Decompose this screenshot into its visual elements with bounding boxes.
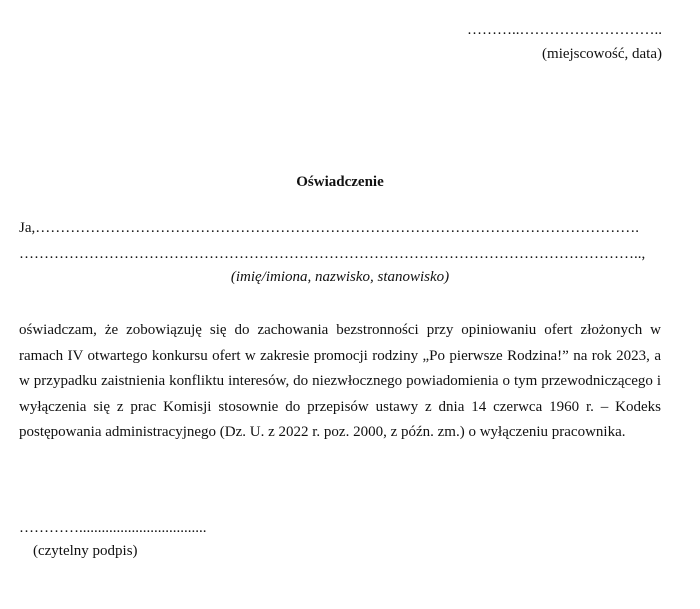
- declaration-body: oświadczam, że zobowiązuję się do zachowania bezstronności przy opiniowaniu ofert złożonych w ramach IV otwartego konkursu ofert w zakresie promocji rodziny „Po pierwsze Rodzina!” na rok 2023, a w przypadku zaistnienia konfliktu interesów, do niezwłocznego powiadomienia o tym przewodniczącego i wyłączenia się z prac Komisji stosownie do przepisów ustawy z dnia 14 czerwca 1960 r. – Kodeks postępowania administracyjnego (Dz. U. z 2022 r. poz. 2000, z późn. zm.) o wyłączeniu pracownika.: [19, 322, 661, 440]
- declarant-label: (imię/imiona, nazwisko, stanowisko): [230, 269, 450, 285]
- declarant-name-field: Ja,………………………………………………………………………………………………………….: [19, 220, 639, 236]
- place-date-label: (miejscowość, data): [542, 46, 662, 62]
- declarant-position-field: ……………………………………………………………………………………………………………..,: [19, 246, 646, 262]
- place-date-field: ………..………………………..: [467, 22, 662, 38]
- signature-label: (czytelny podpis): [33, 543, 138, 559]
- signature-field: …………..................................: [19, 520, 207, 536]
- document-title: Oświadczenie: [296, 174, 384, 190]
